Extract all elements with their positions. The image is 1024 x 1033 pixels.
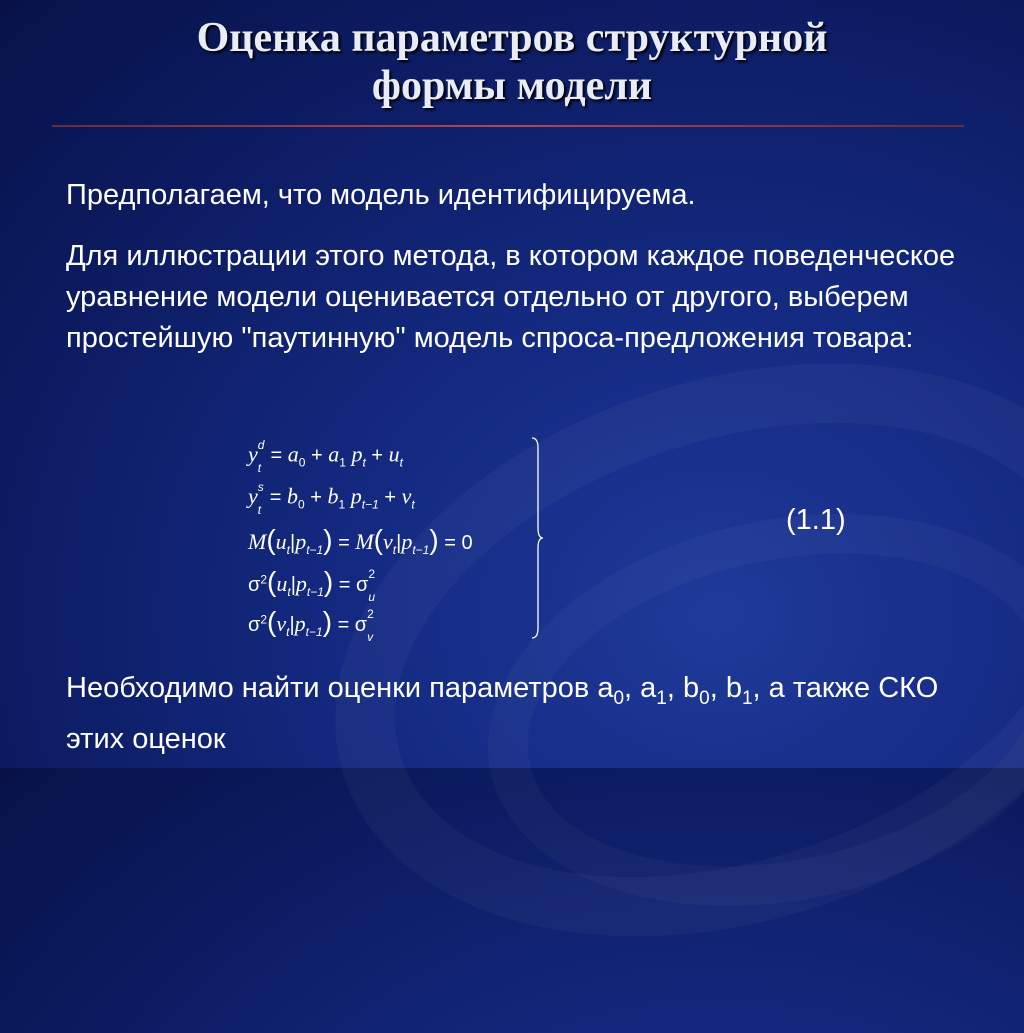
equation-variance-v: $\sigma^2(v_t|p_{t-1}) = \sigma^2$ $_v$ (248, 606, 374, 645)
right-brace (530, 436, 544, 640)
task-sub-b0: 0 (699, 687, 710, 709)
paragraph-task (66, 668, 966, 760)
equation-supply: $y^s$ $_t= b_0 + b_1$ $p_{t-1} + v_t$ (248, 480, 415, 517)
equation-variance-u: $\sigma^2(u_t|p_{t-1}) = \sigma^2$ $_u$ (248, 566, 376, 605)
equation-system (248, 436, 548, 645)
task-sub-a0: 0 (613, 687, 625, 709)
equation-number: (1.1) (786, 504, 846, 536)
task-text-3: , b (666, 672, 700, 704)
slide-title (0, 14, 1024, 110)
equation-demand: $y^d$ $_t= a_0 + a_1$ $p_t + u_t$ (248, 438, 403, 475)
task-text-4: , b (709, 672, 742, 704)
title-divider (52, 125, 964, 127)
equation-expectation: $M(u_t|p_{t-1}) = M(v_t|p_{t-1}) = 0$ (248, 524, 473, 557)
task-sub-b1: 1 (741, 687, 753, 709)
task-sub-a1: 1 (656, 687, 667, 709)
title-line-2: формы модели (371, 63, 653, 109)
paragraph-assumption: Предполагаем, что модель идентифицируема. (66, 179, 696, 211)
task-text-2: , a (624, 672, 657, 704)
paragraph-illustration: Для иллюстрации этого метода, в котором каждое поведенческое уравнение модели оценивается отдельно от другого, выберем простейшую "паутинную" модель спроса-предложения товара: (66, 240, 956, 354)
task-text-5: , а также СКО этих оценок (66, 672, 939, 755)
title-line-1: Оценка параметров структурной (196, 15, 828, 61)
task-text-1: Необходимо найти оценки параметров a (66, 672, 614, 704)
